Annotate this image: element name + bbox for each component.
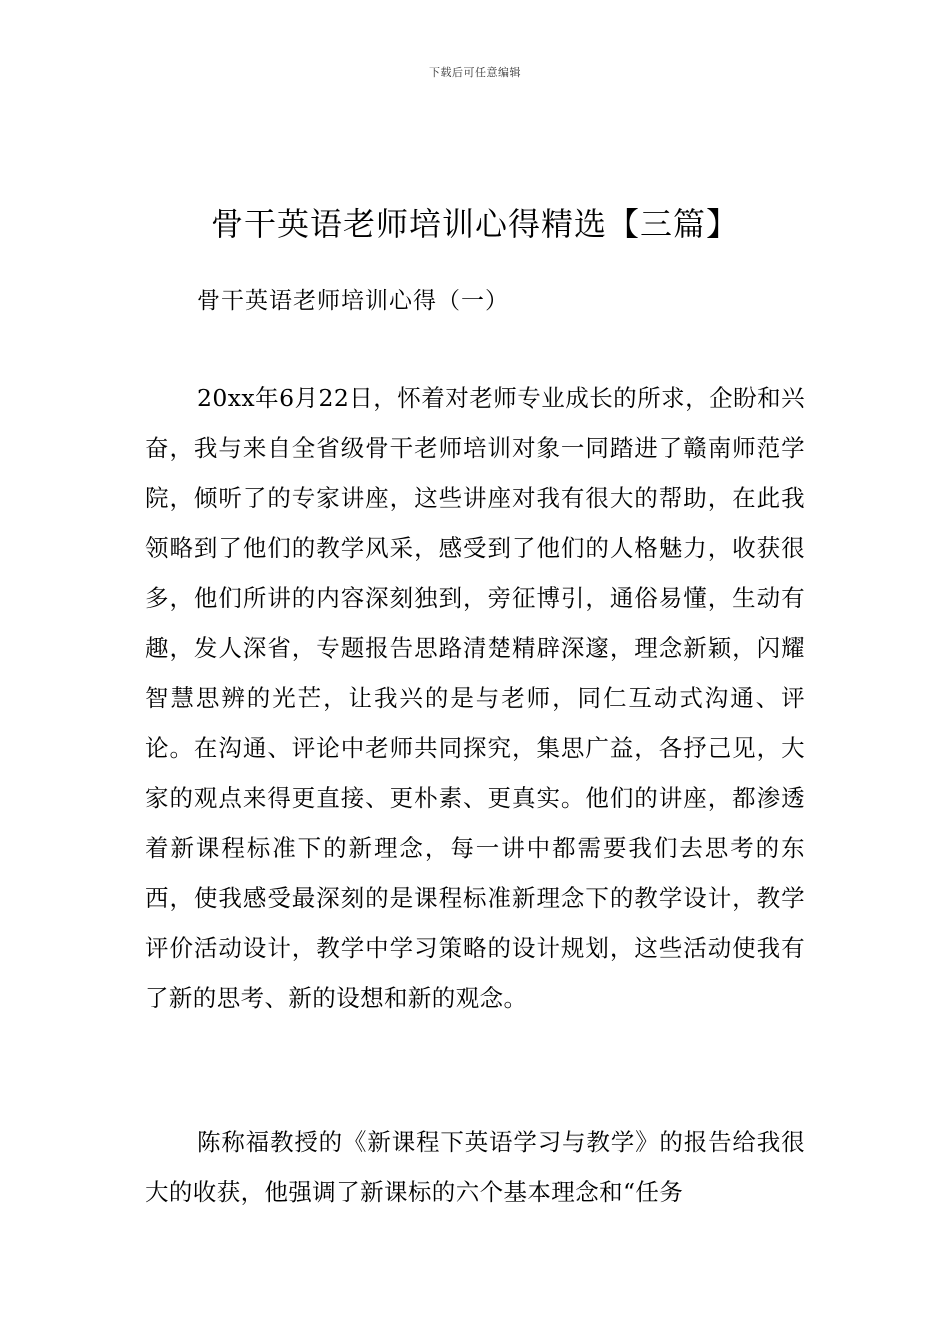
document-title: 骨干英语老师培训心得精选【三篇】	[210, 205, 739, 244]
body-paragraph: 陈称福教授的《新课程下英语学习与教学》的报告给我很大的收获，他强调了新课标的六个基本理念和“任务	[145, 1128, 805, 1206]
header-note: 下载后可任意编辑	[429, 66, 521, 79]
section-heading: 骨干英语老师培训心得（一）	[197, 288, 509, 314]
body-paragraph: 20xx年6月22日，怀着对老师专业成长的所求，企盼和兴奋，我与来自全省级骨干老师培训对象一同踏进了赣南师范学院，倾听了的专家讲座，这些讲座对我有很大的帮助，在此我领略到了他们的教学风采，感受到了他们的人格魅力，收获很多，他们所讲的内容深刻独到，旁征博引，通俗易懂，生动有趣，发人深省，专题报告思路清楚精辟深邃，理念新颖，闪耀智慧思辨的光芒，让我兴的是与老师，同仁互动式沟通、评论。在沟通、评论中老师共同探究，集思广益，各抒己见，大家的观点来得更直接、更朴素、更真实。他们的讲座，都渗透着新课程标准下的新理念，每一讲中都需要我们去思考的东西，使我感受最深刻的是课程标准新理念下的教学设计，教学评价活动设计，教学中学习策略的设计规划，这些活动使我有了新的思考、新的设想和新的观念。	[145, 384, 805, 1012]
